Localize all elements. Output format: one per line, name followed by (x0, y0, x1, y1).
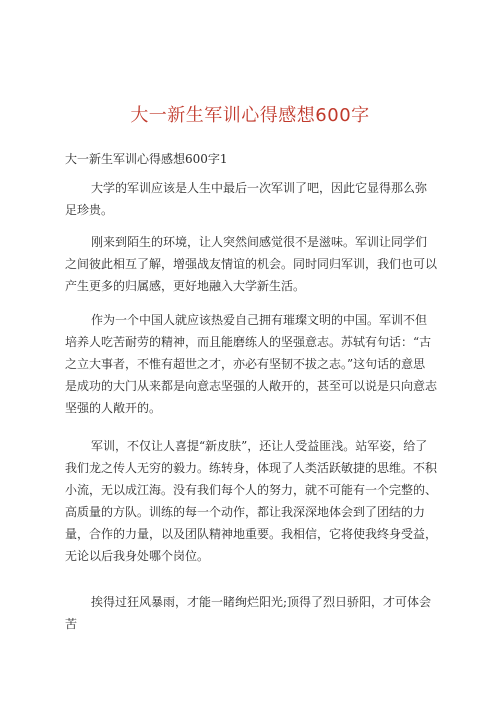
section-heading: 大一新生军训心得感想600字1 (65, 152, 228, 166)
document-title: 大一新生军训心得感想600字 (130, 105, 370, 126)
paragraph: 大学的军训应该是人生中最后一次军训了吧，因此它显得那么弥足珍贵。 (65, 181, 428, 217)
paragraph: 作为一个中国人就应该热爱自己拥有璀璨文明的中国。军训不但培养人吃苦耐劳的精神，而且能磨练人的坚强意志。苏轼有句话：“古之立大事者，不惟有超世之才，亦必有坚韧不拔之志。”这句话的意思是成功的大门从来都是向意志坚强的人敞开的，甚至可以说是只向意志坚强的人敞开的。 (65, 313, 438, 415)
paragraph: 军训，不仅让人喜提“新皮肤”，还让人受益匪浅。站军姿，给了我们龙之传人无穷的毅力。练转身，体现了人类活跃敏捷的思维。不积小流，无以成江海。没有我们每个人的努力，就不可能有一个完整的、高质量的方队。训练的每一个动作，都让我深深地体会到了团结的力量，合作的力量，以及团队精神地重要。我相信，它将使我终身受益，无论以后我身处哪个岗位。 (65, 439, 438, 563)
paragraph: 刚来到陌生的环境，让人突然间感觉很不是滋味。军训让同学们之间彼此相互了解，增强战友情谊的机会。同时同归军训，我们也可以产生更多的归属感，更好地融入大学新生活。 (65, 235, 438, 293)
paragraph: 挨得过狂风暴雨，才能一睹绚烂阳光;顶得了烈日骄阳，才可体会苦 (65, 595, 432, 631)
